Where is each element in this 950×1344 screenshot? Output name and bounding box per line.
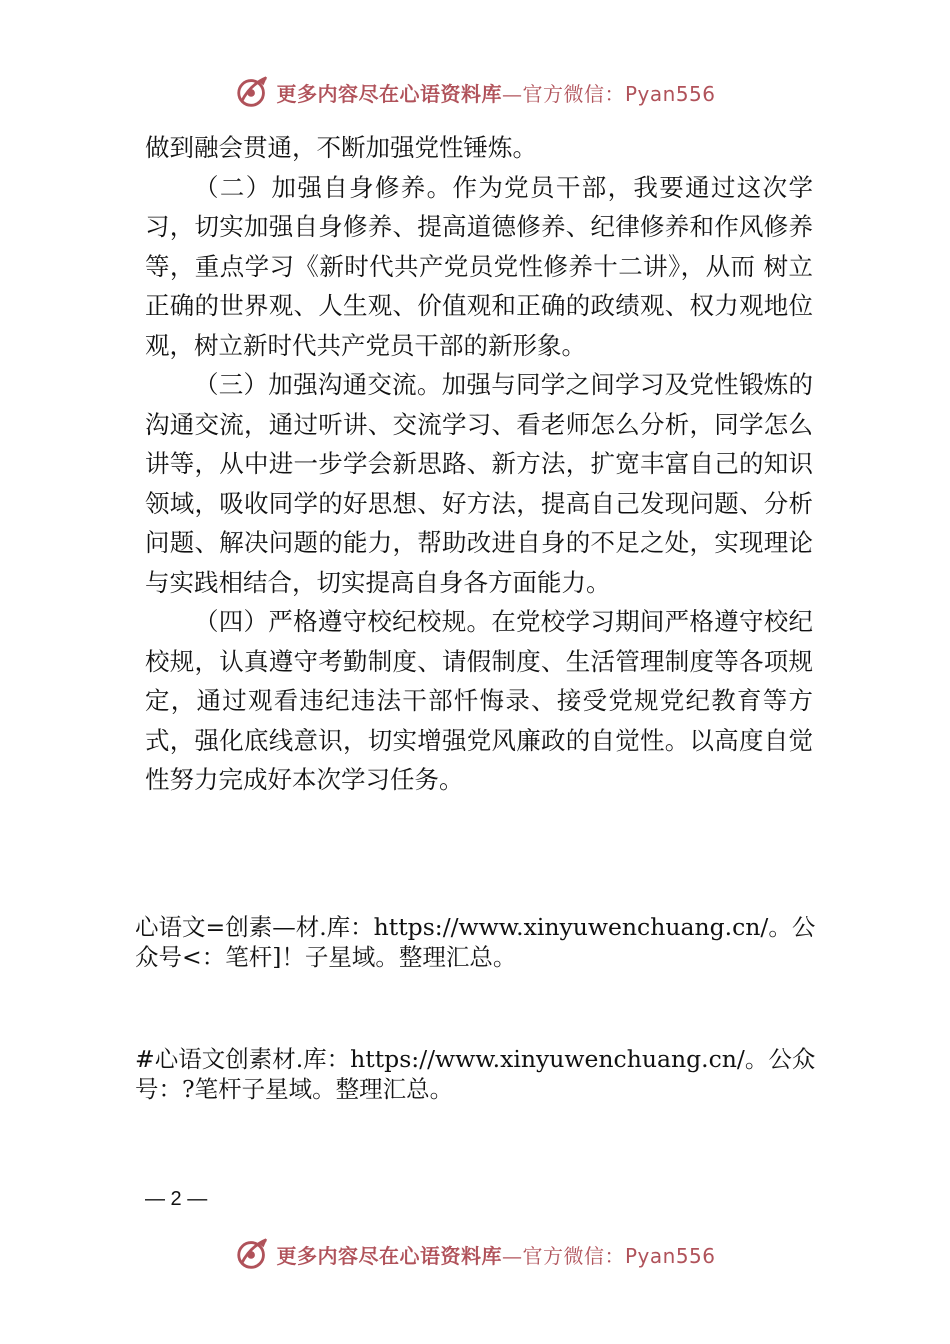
footer-watermark xyxy=(0,1234,950,1274)
wechat-id: Pyan556 xyxy=(624,81,716,106)
watermark-text: 更多内容尽在心语资料库—官方微信：Pyan556 xyxy=(276,81,716,106)
paragraph-communication: （三）加强沟通交流。加强与同学之间学习及党性锻炼的沟通交流，通过听讲、交流学习、看老师怎么分析，同学怎么讲等，从中进一步学会新思路、新方法，扩宽丰富自己的知识领域，吸收同学的好思想、好方法，提高自己发现问题、分析问题、解决问题的能力，帮助改进自身的不足之处，实现理论与实践相结合，切实提高自身各方面能力。 xyxy=(145,370,813,597)
brand-logo-icon xyxy=(234,1235,272,1273)
document-body xyxy=(145,128,813,800)
paragraph-self-cultivation: （二）加强自身修养。作为党员干部，我要通过这次学习，切实加强自身修养、提高道德修养、纪律修养和作风修养等，重点学习《新时代共产党员党性修养十二讲》，从而 树立正确的世界观、人生观、价值观和正确的政绩观、权力观地位观，树立新时代共产党员干部的新形象。 xyxy=(145,172,813,360)
paragraph-discipline: （四）严格遵守校纪校规。在党校学习期间严格遵守校纪校规，认真遵守考勤制度、请假制度、生活管理制度等各项规定，通过观看违纪违法干部忏悔录、接受党规党纪教育等方式，强化底线意识，切实增强党风廉政的自觉性。以高度自觉性努力完成好本次学习任务。 xyxy=(145,607,813,794)
watermark-text: 更多内容尽在心语资料库—官方微信：Pyan556 xyxy=(276,1243,716,1268)
source-note-1: 心语文=创素—材.库：https://www.xinyuwenchuang.cn/。公众号<：笔杆]！子星域。整理汇总。 xyxy=(135,913,816,971)
page-number: — 2 — xyxy=(145,1188,208,1210)
brand-logo-icon xyxy=(234,73,272,111)
source-note-2: #心语文创素材.库：https://www.xinyuwenchuang.cn/。公众号：?笔杆子星域。整理汇总。 xyxy=(135,1045,816,1103)
header-watermark xyxy=(0,72,950,112)
wechat-id: Pyan556 xyxy=(624,1243,716,1268)
paragraph-continuation: 做到融会贯通，不断加强党性锤炼。 xyxy=(145,133,537,162)
